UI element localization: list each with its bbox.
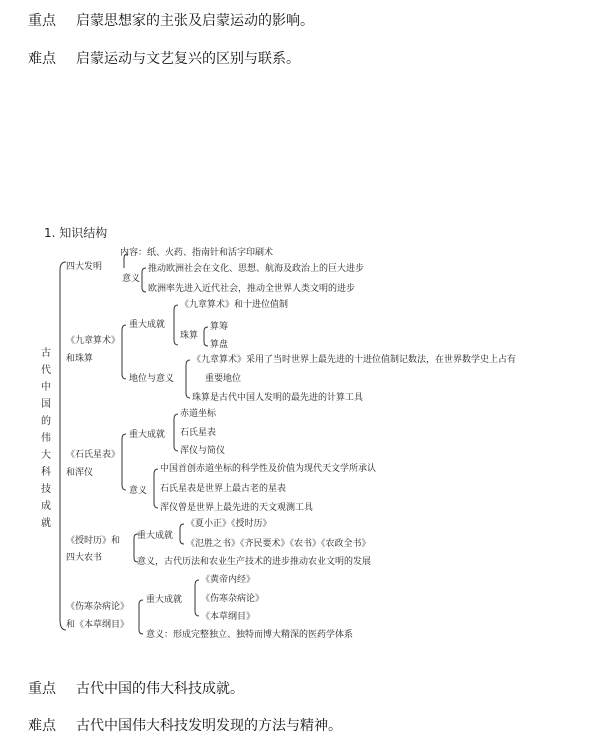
g2-abacus-item-2: 算盘 xyxy=(210,340,229,350)
key-point-bottom xyxy=(28,678,244,698)
g3-meaning-2: 石氏星表是世界上最古老的星表 xyxy=(160,484,287,494)
g4-meaning: 意义，古代历法和农业生产技术的进步推动农业文明的发展 xyxy=(137,557,372,567)
g1-meaning-label: 意义 xyxy=(122,274,141,284)
g3-name-2: 和浑仪 xyxy=(66,468,94,478)
diagram-root: 古代中国的伟大科技成就 xyxy=(41,348,51,529)
g3-achievement-2: 石氏星表 xyxy=(180,428,217,438)
g2-name-2: 和珠算 xyxy=(66,354,94,364)
g2-position-1: 《九章算术》采用了当时世界上最先进的十进位值制记数法，在世界数学史上占有 xyxy=(192,355,517,365)
difficult-point-text: 古代中国伟大科技发明发现的方法与精神。 xyxy=(76,718,342,734)
g3-meaning-3: 浑仪曾是世界上最先进的天文观测工具 xyxy=(160,503,314,513)
difficult-point-label: 难点 xyxy=(28,51,56,67)
g5-achievement-1: 《黄帝内经》 xyxy=(201,575,256,585)
g4-achievement-2: 《氾胜之书》《齐民要术》《农书》《农政全书》 xyxy=(186,539,371,549)
g5-name-1: 《伤寒杂病论》 xyxy=(66,602,130,612)
difficult-point-text: 启蒙运动与文艺复兴的区别与联系。 xyxy=(76,51,300,67)
g3-meaning-label: 意义 xyxy=(129,486,148,496)
g3-achievements-label: 重大成就 xyxy=(129,430,166,440)
g1-meaning-1: 推动欧洲社会在文化、思想、航海及政治上的巨大进步 xyxy=(148,264,365,274)
section-title: 1. 知识结构 xyxy=(44,226,108,240)
g3-meaning-1: 中国首创赤道坐标的科学性及价值为现代天文学所承认 xyxy=(160,464,377,474)
g4-achievement-1: 《夏小正》《授时历》 xyxy=(186,519,272,529)
difficult-point-bottom xyxy=(28,715,342,735)
g5-meaning: 意义：形成完整独立、独特而博大精深的医药学体系 xyxy=(146,630,354,640)
g2-achievement-1: 《九章算术》和十进位值制 xyxy=(180,300,289,310)
g3-achievement-3: 浑仪与简仪 xyxy=(180,446,226,456)
g5-achievement-3: 《本草纲目》 xyxy=(201,612,256,622)
g1-name: 四大发明 xyxy=(66,262,103,272)
g4-name-2: 四大农书 xyxy=(66,553,103,563)
key-point-label: 重点 xyxy=(28,13,56,29)
g2-position-label: 地位与意义 xyxy=(129,374,175,384)
key-point-label: 重点 xyxy=(28,681,56,697)
difficult-point-label: 难点 xyxy=(28,718,56,734)
g4-name-1: 《授时历》和 xyxy=(66,536,121,546)
g5-achievements-label: 重大成就 xyxy=(146,595,183,605)
g2-name-1: 《九章算术》 xyxy=(66,336,121,346)
g3-name-1: 《石氏星表》 xyxy=(66,450,121,460)
g3-achievement-1: 赤道坐标 xyxy=(180,409,217,419)
g2-position-3: 珠算是古代中国人发明的最先进的计算工具 xyxy=(192,393,364,403)
g1-content: 内容：纸、火药、指南针和活字印刷术 xyxy=(120,248,274,258)
g1-meaning-2: 欧洲率先进入近代社会，推动全世界人类文明的进步 xyxy=(148,284,356,294)
key-point-text: 古代中国的伟大科技成就。 xyxy=(76,681,244,697)
g2-position-2: 重要地位 xyxy=(205,374,242,384)
g2-abacus-item-1: 算筹 xyxy=(210,322,229,332)
g2-abacus: 珠算 xyxy=(180,331,199,341)
g4-achievements-label: 重大成就 xyxy=(137,531,174,541)
key-point-text: 启蒙思想家的主张及启蒙运动的影响。 xyxy=(76,13,314,29)
g5-achievement-2: 《伤寒杂病论》 xyxy=(201,594,265,604)
g5-name-2: 和《本草纲目》 xyxy=(66,620,130,630)
g2-achievements-label: 重大成就 xyxy=(129,320,166,330)
